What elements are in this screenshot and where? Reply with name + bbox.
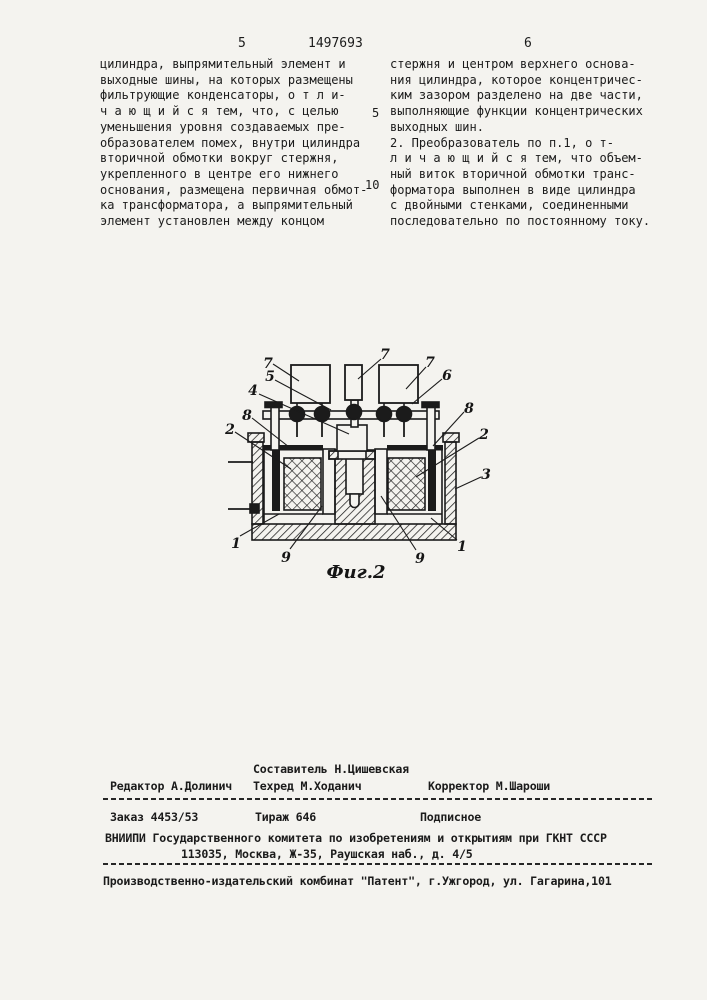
text-line: фильтрующие конденсаторы, о т л и- [100,88,346,103]
text-line: уменьшения уровня создаваемых пре- [100,119,346,134]
text-line: выходные шины, на которых размещены [100,72,353,87]
label-2-right: 2 [479,427,489,443]
label-4: 4 [248,383,258,399]
footer-compiler: Составитель Н.Цишевская [253,762,409,776]
text-line: ч а ю щ и й с я тем, что, с целью [100,104,339,119]
footer-subscription: Подписное [420,810,482,824]
label-8-right: 8 [464,401,474,417]
text-line: ный виток вторичной обмотки транс- [390,166,636,181]
divider-dashed [103,798,652,800]
label-2-left: 2 [225,422,235,438]
label-7-right: 7 [425,355,435,371]
rectifier-block [337,425,367,451]
patent-number: 1497693 [308,36,363,51]
text-line: стержня и центром верхнего основа- [390,57,636,71]
capacitor [347,405,362,420]
text-line: 2. Преобразователь по п.1, о т- [390,135,614,150]
text-line: с двойными стенками, соединенными [390,198,629,213]
bolt-shank [346,457,363,494]
divider-dashed [103,863,652,865]
page-number-right: 6 [524,36,532,51]
text-line: вторичной обмотки вокруг стержня, [100,151,339,166]
figure-caption: Фиг.2 [326,562,386,583]
patent-figure [210,340,506,592]
label-7-middle: 7 [380,347,390,363]
text-line: ким зазором разделено на две части, [390,88,643,103]
label-9-right: 9 [415,551,425,567]
unit-box-right [379,365,418,403]
text-line: основания, размещена первичная обмот- [100,182,368,197]
footer-org-line1: ВНИИПИ Государственного комитета по изобретениям и открытиям при ГКНТ СССР [105,831,607,845]
text-line: выходных шин. [390,119,484,134]
unit-box-left [291,365,330,403]
label-1-right: 1 [457,539,467,555]
stud-left [271,407,279,450]
vessel-bottom [252,524,456,540]
footer-techeditor: Техред М.Ходанич [253,779,362,793]
gutter-line-5: 5 [372,106,380,120]
bolt-tip [350,494,359,508]
winding-right [388,458,425,510]
label-3: 3 [481,467,491,483]
label-5: 5 [265,369,275,385]
text-column-left [100,57,367,230]
gutter-line-10: 10 [365,178,380,192]
label-9-left: 9 [281,550,291,566]
footer-print-run: Тираж 646 [255,810,317,824]
text-line: ния цилиндра, которое концентричес- [390,72,643,87]
label-1-left: 1 [231,536,241,552]
footer-editor: Редактор А.Долинич [110,779,233,793]
text-line: образователем помех, внутри цилиндра [100,135,361,150]
footer-printer: Производственно-издательский комбинат "Патент", г.Ужгород, ул. Гагарина,101 [103,874,612,888]
text-line: л и ч а ю щ и й с я тем, что объем- [390,151,643,166]
page-number-left: 5 [238,36,246,51]
capacitor [377,407,392,422]
label-8-left: 8 [242,408,252,424]
stud-right [427,407,435,450]
top-units [291,365,418,403]
text-line: последовательно по постоянному току. [390,214,651,229]
text-line: ка трансформатора, а выпрямительный [100,198,353,213]
center-core [323,425,387,524]
text-line: выполняющие функции концентрических [390,104,643,119]
text-column-right [390,57,650,230]
label-6: 6 [442,368,452,384]
footer-order: Заказ 4453/53 [110,810,199,824]
label-7-left: 7 [263,356,273,372]
unit-box-middle [345,365,362,400]
text-line: форматора выполнен в виде цилиндра [390,182,636,197]
text-line: элемент установлен между концом [100,214,324,229]
text-line: укрепленного в центре его нижнего [100,166,339,181]
footer-org-line2: 113035, Москва, Ж-35, Раушская наб., д. 4/5 [181,847,473,861]
text-line: цилиндра, выпрямительный элемент и [100,57,346,71]
capacitor [397,407,412,422]
winding-left [284,458,321,510]
footer-corrector: Корректор М.Шароши [428,779,551,793]
